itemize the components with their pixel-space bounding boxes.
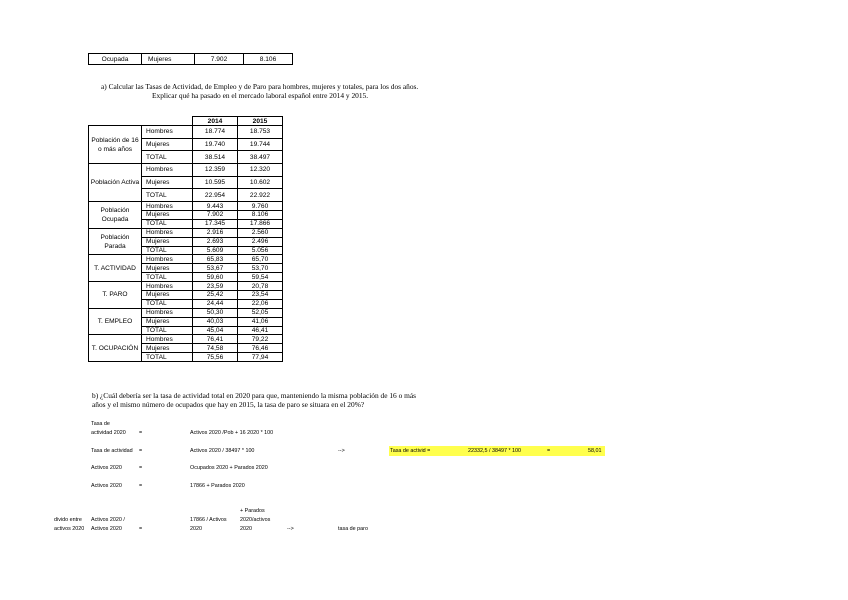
table-row xyxy=(89,164,283,177)
highlight-formula: 22332,5 / 38497 * 100 xyxy=(468,448,522,454)
value-2015: 22,06 xyxy=(238,299,283,308)
value-2014: 7.902 xyxy=(195,54,244,65)
value-2014: 53,67 xyxy=(193,264,238,273)
calc-r4-eq: = xyxy=(139,483,143,489)
highlight-label: Tasa de activid = xyxy=(390,448,431,454)
value-2015: 12.320 xyxy=(238,164,283,177)
calc-r1-label1: Tasa de xyxy=(91,421,110,427)
instruction-a-line2: Explicar qué ha pasado en el mercado laboral español entre 2014 y 2015. xyxy=(152,91,369,100)
value-2014: 45,04 xyxy=(193,326,238,335)
instruction-a-line1: a) Calcular las Tasas de Actividad, de Empleo y de Paro para hombres, mujeres y totales, para los dos años. xyxy=(101,82,419,91)
calc-r2-arrow: --> xyxy=(338,448,345,454)
calc-r5-c1a: divido entre xyxy=(54,517,82,523)
table-row xyxy=(89,335,283,344)
table-row xyxy=(89,54,293,65)
value-2014: 75,56 xyxy=(193,353,238,362)
value-2014: 38.514 xyxy=(193,151,238,164)
calc-r5-c1b: activos 2020 xyxy=(54,526,85,532)
calc-r1-formula: Activos 2020 /Pob + 16 2020 * 100 xyxy=(190,430,274,436)
value-2015: 77,94 xyxy=(238,353,283,362)
value-2015: 52,05 xyxy=(238,308,283,317)
calc-r2-eq: = xyxy=(139,448,143,454)
table-header-row xyxy=(89,117,283,126)
value-2015: 22.922 xyxy=(238,189,283,202)
group-label: Población Ocupada xyxy=(89,202,142,229)
row-label: Mujeres xyxy=(142,317,193,326)
calc-r2-label: Tasa de actividad xyxy=(91,448,133,454)
group-label: Población Activa xyxy=(89,164,142,202)
group-label: T. EMPLEO xyxy=(89,308,142,335)
highlight-eq: = xyxy=(547,448,551,454)
value-2014: 5.609 xyxy=(193,246,238,255)
highlight-value: 58,01 xyxy=(588,448,602,454)
calc-r5-c3b: 2020 xyxy=(190,526,202,532)
top-partial-row xyxy=(88,53,293,65)
calc-r5-c2b: Activos 2020 xyxy=(91,526,122,532)
value-2015: 46,41 xyxy=(238,326,283,335)
row-label: Mujeres xyxy=(142,264,193,273)
calc-r5-c2a: Activos 2020 / xyxy=(91,517,125,523)
value-2014: 40,03 xyxy=(193,317,238,326)
value-2015: 10.602 xyxy=(238,176,283,189)
row-label: Hombres xyxy=(142,228,193,237)
calc-r5-c4c: 2020 xyxy=(240,526,252,532)
calc-r1-label2: actividad 2020 xyxy=(91,430,126,436)
value-2014: 65,83 xyxy=(193,255,238,264)
labor-data-table xyxy=(88,116,283,362)
table-row xyxy=(89,282,283,291)
row-label: TOTAL xyxy=(142,246,193,255)
group-label: Población Parada xyxy=(89,228,142,255)
row-label: Mujeres xyxy=(142,138,193,151)
row-label: Hombres xyxy=(142,202,193,211)
group-label: Población de 16 o más años xyxy=(89,126,142,164)
instruction-b-line1: b) ¿Cuál debería ser la tasa de actividad total en 2020 para que, manteniendo la misma población de 16 o más xyxy=(92,391,417,400)
value-2015: 9.760 xyxy=(238,202,283,211)
calc-r5-c4b: 2020/activos xyxy=(240,517,271,523)
value-2015: 41,06 xyxy=(238,317,283,326)
group-label: T. ACTIVIDAD xyxy=(89,255,142,282)
value-2015: 17.866 xyxy=(238,219,283,228)
value-2015: 5.056 xyxy=(238,246,283,255)
calc-r4-label: Activos 2020 xyxy=(91,483,122,489)
row-label: TOTAL xyxy=(142,326,193,335)
value-2014: 74,58 xyxy=(193,344,238,353)
calc-r5-c3a: 17866 / Activos xyxy=(190,517,227,523)
value-2014: 76,41 xyxy=(193,335,238,344)
value-2014: 2.916 xyxy=(193,228,238,237)
value-2015: 18.753 xyxy=(238,126,283,139)
row-label: Mujeres xyxy=(142,291,193,300)
calc-r5-c4a: + Parados xyxy=(240,508,265,514)
value-2015: 23,54 xyxy=(238,291,283,300)
group-cell: Ocupada xyxy=(89,54,142,65)
value-2014: 18.774 xyxy=(193,126,238,139)
instruction-b-line2: años y el mismo número de ocupados que hay en 2015, la tasa de paro se situara en el 20%? xyxy=(92,400,365,409)
group-label: T. OCUPACIÓN xyxy=(89,335,142,362)
value-2014: 59,60 xyxy=(193,273,238,282)
row-label: TOTAL xyxy=(142,299,193,308)
row-label: Hombres xyxy=(142,164,193,177)
value-2015: 19.744 xyxy=(238,138,283,151)
value-2014: 24,44 xyxy=(193,299,238,308)
value-2014: 19.740 xyxy=(193,138,238,151)
row-label: TOTAL xyxy=(142,353,193,362)
calc-r4-formula: 17866 + Parados 2020 xyxy=(190,483,245,489)
table-row xyxy=(89,308,283,317)
row-label: TOTAL xyxy=(142,219,193,228)
row-label: Hombres xyxy=(142,255,193,264)
value-2015: 53,70 xyxy=(238,264,283,273)
table-row xyxy=(89,255,283,264)
table-row xyxy=(89,228,283,237)
value-2015: 76,46 xyxy=(238,344,283,353)
value-2014: 2.693 xyxy=(193,237,238,246)
calc-r5-result: tasa de paro xyxy=(338,526,368,532)
value-2014: 23,59 xyxy=(193,282,238,291)
value-2014: 9.443 xyxy=(193,202,238,211)
calc-r3-eq: = xyxy=(139,465,143,471)
calc-r2-formula: Activos 2020 / 38497 * 100 xyxy=(190,448,255,454)
calc-r5-eq: = xyxy=(139,526,143,532)
value-2014: 12.359 xyxy=(193,164,238,177)
value-2015: 59,54 xyxy=(238,273,283,282)
value-2015: 20,78 xyxy=(238,282,283,291)
row-label: Hombres xyxy=(142,282,193,291)
row-label: Hombres xyxy=(142,335,193,344)
value-2014: 17.345 xyxy=(193,219,238,228)
value-2014: 50,30 xyxy=(193,308,238,317)
value-2015: 65,70 xyxy=(238,255,283,264)
calc-r5-arrow: --> xyxy=(287,526,294,532)
row-label: TOTAL xyxy=(142,189,193,202)
header-2014: 2014 xyxy=(193,117,238,126)
calc-r1-eq: = xyxy=(139,430,143,436)
row-label: Hombres xyxy=(142,126,193,139)
value-2015: 38.497 xyxy=(238,151,283,164)
row-label: Mujeres xyxy=(142,344,193,353)
row-label: TOTAL xyxy=(142,151,193,164)
row-label: Mujeres xyxy=(142,176,193,189)
value-2014: 7.902 xyxy=(193,211,238,220)
value-2015: 79,22 xyxy=(238,335,283,344)
value-2014: 10.595 xyxy=(193,176,238,189)
value-2015: 2.560 xyxy=(238,228,283,237)
value-2014: 22.954 xyxy=(193,189,238,202)
row-label: Mujeres xyxy=(142,237,193,246)
row-label: TOTAL xyxy=(142,273,193,282)
value-2015: 2.496 xyxy=(238,237,283,246)
sub-cell: Mujeres xyxy=(142,54,195,65)
table-row xyxy=(89,126,283,139)
table-row xyxy=(89,202,283,211)
calc-r3-formula: Ocupados 2020 + Parados 2020 xyxy=(190,465,268,471)
value-2014: 25,42 xyxy=(193,291,238,300)
calc-r3-label: Activos 2020 xyxy=(91,465,122,471)
row-label: Mujeres xyxy=(142,211,193,220)
header-2015: 2015 xyxy=(238,117,283,126)
value-2015: 8.106 xyxy=(244,54,293,65)
value-2015: 8.106 xyxy=(238,211,283,220)
group-label: T. PARO xyxy=(89,282,142,309)
row-label: Hombres xyxy=(142,308,193,317)
